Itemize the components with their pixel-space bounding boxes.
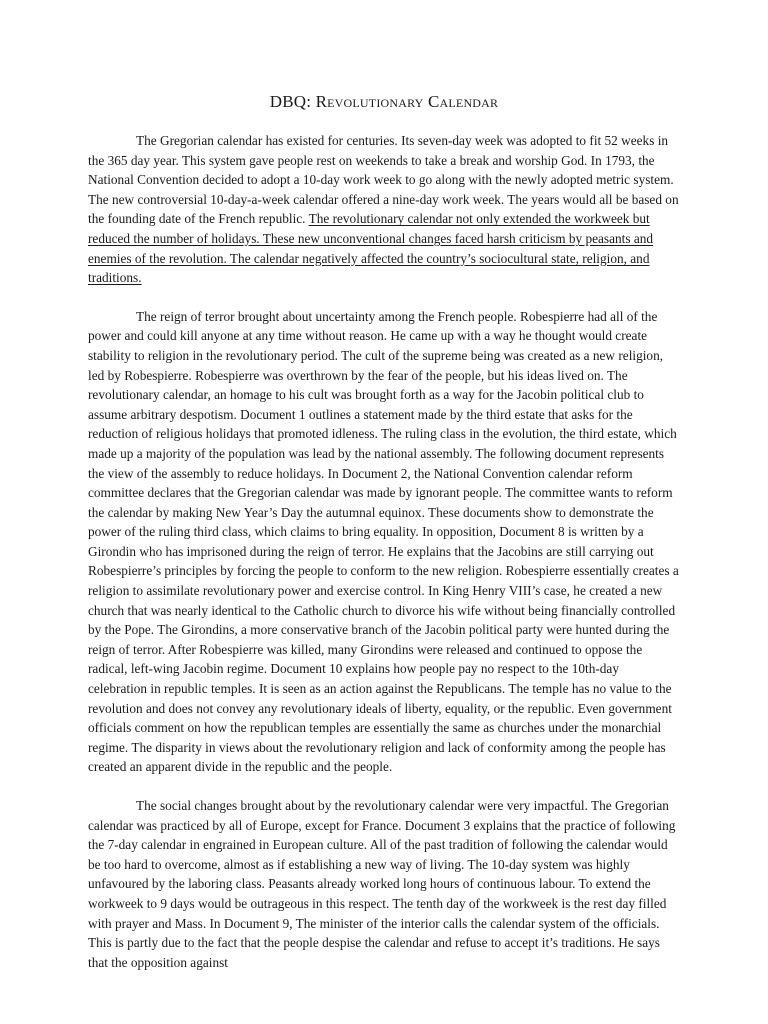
thesis-underlined-text: The revolutionary calendar not only extended the workweek but reduced the number of holidays. These new unconventional changes faced harsh criticism by peasants and enemies of the revolution. The calendar negatively affected the country’s sociocultural state, religion, and traditions. xyxy=(88,211,654,286)
paragraph-religion: The reign of terror brought about uncertainty among the French people. Robespierre had all of the power and could kill anyone at any time without reason. He came up with a way he thought would create stability to religion in the revolutionary period. The cult of the supreme being was created as a new religion, led by Robespierre. Robespierre was overthrown by the fear of the people, but his ideas lived on. The revolutionary calendar, an homage to his cult was brought forth as a way for the Jacobin political club to assume arbitrary despotism. Document 1 outlines a statement made by the third estate that asks for the reduction of religious holidays that promoted idleness. The ruling class in the evolution, the third estate, which made up a majority of the population was lead by the national assembly. The following document represents the view of the assembly to reduce holidays. In Document 2, the National Convention calendar reform committee declares that the Gregorian calendar was made by ignorant people. The committee wants to reform the calendar by making New Year’s Day the autumnal equinox. These documents show to demonstrate the power of the ruling third class, which claims to bring equality. In opposition, Document 8 is written by a Girondin who has imprisoned during the reign of terror. He explains that the Jacobins are still carrying out Robespierre’s principles by forcing the people to conform to the new religion. Robespierre essentially creates a religion to assimilate revolutionary power and exercise control. In King Henry VIII’s case, he created a new church that was nearly identical to the Catholic church to divorce his wife without being financially controlled by the Pope. The Girondins, a more conservative branch of the Jacobin political party were hunted during the reign of terror. After Robespierre was killed, many Girondins were released and continued to oppose the radical, left-wing Jacobin regime. Document 10 explains how people pay no respect to the 10th-day celebration in republic temples. It is seen as an action against the Republicans. The temple has no value to the revolution and does not convey any revolutionary ideals of liberty, equality, or the republic. Even government officials comment on how the republican temples are essentially the same as churches under the monarchial regime. The disparity in views about the revolutionary religion and lack of conformity among the people has created an apparent divide in the republic and the people. xyxy=(88,308,679,775)
document-title: DBQ: Revolutionary Calendar xyxy=(269,92,499,111)
paragraph-social-changes: The social changes brought about by the revolutionary calendar were very impactful. The Gregorian calendar was practiced by all of Europe, except for France. Document 3 explains that the practice of following the 7-day calendar in engrained in European culture. All of the past tradition of following the calendar would be too hard to overcome, almost as if establishing a new way of living. The 10-day system was highly unfavoured by the laboring class. Peasants already worked long hours of continuous labour. To extend the workweek to 9 days would be outrageous in this respect. The tenth day of the workweek is the rest day filled with prayer and Mass. In Document 9, The minister of the interior calls the calendar system of the officials. This is partly due to the fact that the people despise the calendar and refuse to accept it’s traditions. He says that the opposition against xyxy=(88,798,676,970)
paragraph-intro-text: The Gregorian calendar has existed for centuries. Its seven-day week was adopted to fit 52 weeks in the 365 day year. This system gave people rest on weekends to take a break and worship God. In 1793, the National Convention decided to adopt a 10-day work week to go along with the newly adopted metric system. The new controversial 10-day-a-week calendar offered a nine-day work week. The years would all be based on the founding date of the French republic. xyxy=(88,133,679,227)
paragraph-intro xyxy=(88,131,680,288)
